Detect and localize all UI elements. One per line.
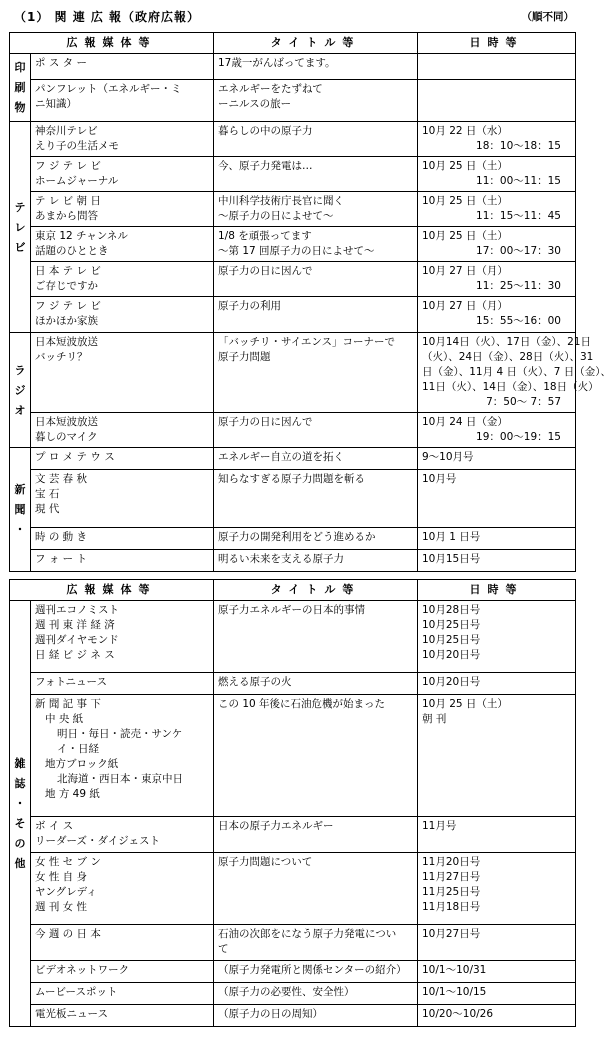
title-cell (214, 961, 418, 983)
cell-line: 10/20〜10/26 (422, 1008, 494, 1020)
title-cell (214, 470, 418, 528)
cell-line: 日本短波放送 (35, 416, 98, 428)
cell-line: 中 央 紙 (45, 713, 84, 725)
media-cell (31, 80, 214, 122)
order-note: （順不同） (521, 11, 574, 23)
title-cell (214, 192, 418, 227)
table-header-row (10, 33, 576, 54)
cell-line: ほかほか家族 (35, 315, 98, 327)
date-cell (418, 413, 576, 448)
media-cell (31, 925, 214, 961)
table-row (10, 983, 576, 1005)
cell-line: 11：15〜11：45 (476, 210, 561, 222)
cell-line: ーニルスの旅ー (218, 98, 292, 111)
cell-line: 10月 24 日（金） (422, 416, 508, 428)
cell-line: 10月20日号 (422, 676, 481, 688)
cell-line: 知らなすぎる原子力問題を斬る (218, 473, 365, 485)
cell-line: ポ ス タ ー (35, 57, 88, 69)
media-cell (31, 695, 214, 817)
category-char: オ (14, 403, 26, 417)
cell-line: 週 刊 東 洋 経 済 (35, 619, 115, 631)
cell-line: パンフレット（エネルギー・ミ (35, 83, 182, 96)
cell-line: 10月15日号 (422, 553, 481, 565)
cell-line: 原子力の日に因んで (218, 265, 313, 277)
date-cell (418, 122, 576, 157)
media-cell (31, 673, 214, 695)
date-cell (418, 983, 576, 1005)
cell-line: 11月号 (422, 820, 457, 832)
category-magazine (10, 601, 31, 1027)
media-cell (31, 122, 214, 157)
table-row (10, 695, 576, 817)
cell-line: 話題のひととき (35, 245, 109, 257)
cell-line: 時 の 動 き (35, 531, 88, 543)
date-cell (418, 80, 576, 122)
category-char: 他 (14, 857, 26, 870)
title-cell (214, 157, 418, 192)
table-row (10, 925, 576, 961)
title-cell (214, 673, 418, 695)
date-cell (418, 54, 576, 80)
date-cell (418, 817, 576, 853)
cell-line: 地方ブロック紙 (45, 758, 119, 770)
cell-line: 17：00〜17：30 (476, 245, 561, 257)
title-cell (214, 413, 418, 448)
date-cell (418, 192, 576, 227)
date-cell (418, 333, 611, 413)
header-title: タイトル等 (214, 33, 418, 54)
cell-line: フ ジ テ レ ビ (35, 300, 101, 312)
date-cell (418, 297, 576, 333)
title-cell (214, 1005, 418, 1027)
cell-line: ニ知識） (35, 98, 77, 111)
date-cell (418, 157, 576, 192)
title-cell (214, 528, 418, 550)
publicity-table-1 (9, 32, 611, 572)
date-cell (418, 695, 576, 817)
category-print (10, 54, 31, 122)
category-char: テ (14, 200, 26, 214)
category-char: の (14, 837, 26, 850)
date-cell (418, 448, 576, 470)
cell-line: 11月27日号 (422, 871, 481, 883)
cell-line: 10月 27 日（月） (422, 300, 508, 312)
table-row (10, 853, 576, 925)
table-row (10, 448, 576, 470)
cell-line: エネルギー自立の道を拓く (218, 451, 344, 463)
category-char: 誌 (14, 777, 26, 790)
category-char: 刷 (14, 81, 26, 94)
cell-line: 原子力の利用 (218, 300, 281, 312)
header-date: 日時等 (418, 580, 576, 601)
cell-line: 日（金）、11月 4 日（火）、7 日（金）、 (422, 366, 611, 378)
section-title: （1） 関 連 広 報（政府広報） (14, 10, 201, 24)
cell-line: 10月28日号 (422, 604, 481, 616)
title-cell (214, 983, 418, 1005)
table-row (10, 192, 576, 227)
cell-line: 暮らしの中の原子力 (218, 125, 313, 137)
category-char: 雑 (14, 757, 26, 770)
cell-line: 〜第 17 回原子力の日によせて〜 (218, 245, 375, 257)
title-cell (214, 695, 418, 817)
table-row (10, 961, 576, 983)
date-cell (418, 550, 576, 572)
title-cell (214, 122, 418, 157)
title-cell (214, 333, 418, 413)
cell-line: ビデオネットワーク (35, 964, 130, 976)
cell-line: 明日・毎日・読売・サンケ (57, 728, 183, 740)
table-row (10, 297, 576, 333)
cell-line: あまから問答 (35, 210, 98, 222)
media-cell (31, 550, 214, 572)
cell-line: 10月号 (422, 473, 457, 485)
table-row (10, 122, 576, 157)
cell-line: 11月20日号 (422, 856, 481, 868)
category-char: 聞 (14, 503, 26, 516)
cell-line: 明るい未来を支える原子力 (218, 553, 344, 565)
media-cell (31, 297, 214, 333)
cell-line: バッチリ？ (35, 351, 88, 363)
table-row (10, 333, 576, 413)
table-row (10, 601, 576, 673)
media-cell (31, 853, 214, 925)
cell-line: 10月25日号 (422, 634, 481, 646)
table-row (10, 550, 576, 572)
title-cell (214, 925, 418, 961)
category-newspaper (10, 448, 31, 572)
media-cell (31, 227, 214, 262)
cell-line: 日 本 テ レ ビ (35, 265, 101, 277)
cell-line: 文 芸 春 秋 (35, 473, 88, 485)
cell-line: 10月 25 日（土） (422, 230, 508, 242)
media-cell (31, 601, 214, 673)
cell-line: 10月 25 日（土） (422, 698, 508, 710)
cell-line: 10月 25 日（土） (422, 195, 508, 207)
media-cell (31, 983, 214, 1005)
cell-line: ご存じですか (35, 280, 98, 292)
cell-line: て (218, 943, 229, 955)
cell-line: 神奈川テレビ (35, 125, 98, 137)
category-char: ・ (14, 523, 26, 536)
cell-line: 11：25〜11：30 (476, 280, 561, 292)
cell-line: 1/8 を頑張ってます (218, 230, 312, 242)
cell-line: （原子力発電所と関係センターの紹介） (218, 964, 407, 976)
cell-line: 10月27日号 (422, 928, 481, 940)
cell-line: （原子力の日の周知） (218, 1008, 323, 1020)
cell-line: 東京 12 チャンネル (35, 230, 128, 242)
cell-line: 10月25日号 (422, 619, 481, 631)
cell-line: 原子力の開発利用をどう進めるか (218, 531, 376, 543)
cell-line: 現 代 (35, 503, 60, 515)
title-cell (214, 227, 418, 262)
cell-line: 〜原子力の日によせて〜 (218, 210, 334, 222)
category-char: 物 (14, 101, 26, 114)
title-cell (214, 80, 418, 122)
cell-line: フ ジ テ レ ビ (35, 160, 101, 172)
cell-line: 10/1〜10/15 (422, 986, 487, 998)
cell-line: 北海道・西日本・東京中日 (57, 773, 183, 785)
media-cell (31, 470, 214, 528)
header-title: タイトル等 (214, 580, 418, 601)
cell-line: ホームジャーナル (35, 175, 119, 187)
table-row (10, 1005, 576, 1027)
cell-line: 石油の次郎をになう原子力発電につい (218, 928, 397, 940)
category-char: ジ (14, 383, 26, 397)
cell-line: 7：50〜 7：57 (486, 396, 561, 408)
header-media: 広報媒体等 (10, 33, 214, 54)
category-char: そ (14, 817, 26, 830)
date-cell (418, 1005, 576, 1027)
header-media: 広報媒体等 (10, 580, 214, 601)
cell-line: フォトニュース (35, 676, 108, 688)
cell-line: プ ロ メ テ ウ ス (35, 451, 115, 463)
cell-line: 日 経 ビ ジ ネ ス (35, 649, 115, 661)
cell-line: この 10 年後に石油危機が始まった (218, 698, 386, 710)
date-cell (418, 262, 576, 297)
title-cell (214, 550, 418, 572)
cell-line: （原子力の必要性、安全性） (218, 986, 355, 998)
table-row (10, 413, 576, 448)
title-cell (214, 262, 418, 297)
media-cell (31, 528, 214, 550)
cell-line: 原子力問題 (218, 351, 271, 363)
cell-line: 中川科学技術庁長官に聞く (218, 195, 344, 207)
category-tv (10, 122, 31, 333)
media-cell (31, 448, 214, 470)
table-row (10, 673, 576, 695)
cell-line: 19：00〜19：15 (476, 431, 561, 443)
cell-line: 10月 22 日（水） (422, 125, 508, 137)
cell-line: 暮しのマイク (35, 431, 98, 443)
table-row (10, 470, 576, 528)
media-cell (31, 413, 214, 448)
cell-line: 10/1〜10/31 (422, 964, 487, 976)
category-char: レ (14, 220, 26, 234)
cell-line: 9〜10月号 (422, 451, 474, 463)
cell-line: ムービースポット (35, 986, 118, 998)
cell-line: 宝 石 (35, 488, 60, 500)
cell-line: 11月18日号 (422, 901, 481, 913)
cell-line: 燃える原子の火 (218, 676, 292, 688)
category-radio (10, 333, 31, 448)
table-row (10, 227, 576, 262)
category-char: 新 (14, 483, 26, 496)
title-cell (214, 601, 418, 673)
table-row (10, 817, 576, 853)
cell-line: 今 週 の 日 本 (35, 928, 101, 940)
cell-line: 日本短波放送 (35, 336, 98, 348)
cell-line: 原子力問題について (218, 856, 313, 868)
cell-line: 「バッチリ・サイエンス」コーナーで (218, 336, 396, 348)
table-row (10, 80, 576, 122)
header-date: 日時等 (418, 33, 576, 54)
cell-line: 10月 1 日号 (422, 531, 481, 543)
category-char: 印 (14, 61, 26, 74)
cell-line: ヤングレディ (35, 886, 97, 898)
cell-line: 朝 刊 (422, 713, 447, 725)
title-cell (214, 54, 418, 80)
title-cell (214, 817, 418, 853)
media-cell (31, 192, 214, 227)
media-cell (31, 817, 214, 853)
cell-line: 11：00〜11：15 (476, 175, 561, 187)
media-cell (31, 961, 214, 983)
media-cell (31, 1005, 214, 1027)
cell-line: 原子力の日に因んで (218, 416, 313, 428)
date-cell (418, 961, 576, 983)
cell-line: えり子の生活メモ (35, 140, 119, 152)
cell-line: 10月 25 日（土） (422, 160, 508, 172)
date-cell (418, 528, 576, 550)
cell-line: 週刊エコノミスト (35, 604, 119, 616)
category-char: ラ (14, 363, 26, 377)
date-cell (418, 470, 576, 528)
media-cell (31, 54, 214, 80)
cell-line: テ レ ビ 朝 日 (35, 195, 101, 207)
cell-line: 女 性 自 身 (35, 871, 88, 883)
media-cell (31, 333, 214, 413)
cell-line: 10月14日（火）、17日（金）、21日 (422, 336, 591, 348)
cell-line: 週 刊 女 性 (35, 901, 88, 913)
date-cell (418, 673, 576, 695)
cell-line: 新 聞 記 事 下 (35, 698, 101, 710)
cell-line: 原子力エネルギーの日本的事情 (218, 604, 365, 616)
cell-line: 週刊ダイヤモンド (35, 634, 119, 646)
cell-line: イ・日経 (57, 743, 99, 755)
cell-line: エネルギーをたずねて (218, 83, 323, 96)
cell-line: 日本の原子力エネルギー (218, 820, 334, 832)
date-cell (418, 601, 576, 673)
table-row (10, 528, 576, 550)
media-cell (31, 262, 214, 297)
cell-line: （火）、24日（金）、28日（火）、31 (422, 351, 594, 363)
cell-line: 女 性 セ ブ ン (35, 856, 101, 868)
date-cell (418, 853, 576, 925)
table-row (10, 262, 576, 297)
cell-line: 今、原子力発電は… (218, 160, 313, 172)
date-cell (418, 925, 576, 961)
category-char: ・ (14, 797, 26, 810)
title-cell (214, 448, 418, 470)
table-row (10, 54, 576, 80)
cell-line: リーダーズ・ダイジェスト (35, 835, 161, 847)
cell-line: 18：10〜18：15 (476, 140, 561, 152)
table-row (10, 157, 576, 192)
cell-line: フ ォ ー ト (35, 553, 88, 565)
cell-line: 11日（火）、14日（金）、18日（火） (422, 381, 599, 393)
cell-line: 10月 27 日（月） (422, 265, 508, 277)
media-cell (31, 157, 214, 192)
table-header-row (10, 580, 576, 601)
category-char: ビ (14, 240, 26, 254)
cell-line: 15：55〜16：00 (476, 315, 561, 327)
cell-line: 17歳一がんばってます。 (218, 57, 336, 69)
title-cell (214, 297, 418, 333)
publicity-table-2 (9, 579, 576, 1027)
cell-line: 電光板ニュース (35, 1008, 108, 1020)
title-cell (214, 853, 418, 925)
cell-line: 10月20日号 (422, 649, 481, 661)
cell-line: ボ イ ス (35, 820, 74, 832)
cell-line: 11月25日号 (422, 886, 481, 898)
date-cell (418, 227, 576, 262)
cell-line: 地 方 49 紙 (45, 788, 100, 800)
